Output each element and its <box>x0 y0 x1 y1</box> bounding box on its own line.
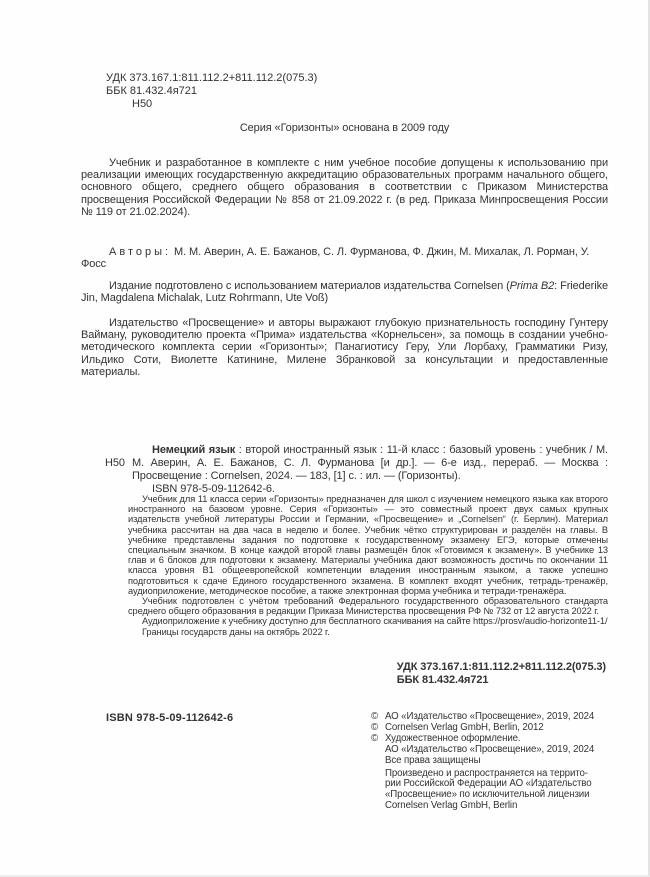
copyright-symbol <box>371 779 385 790</box>
bib-title: Немецкий язык <box>152 444 236 456</box>
authors-label: Авторы: <box>109 246 172 258</box>
classification-codes-bottom <box>397 661 606 687</box>
copyright-symbol <box>371 790 385 801</box>
approval-paragraph: Учебник и разработанное в комплекте с ним учебное пособие допущены к использованию при реализации имеющих государственную аккредитацию образовательных программ начального общего, основного общего, среднего общего образования в соответствии с Приказом Министерства просвещения Российской Федерации № 858 от 21.09.2022 г. (в ред. Приказа Минпросвещения России № 119 от 21.02.2024). <box>81 157 608 218</box>
classification-codes-top <box>106 72 317 111</box>
bib-author-sign: Н50 <box>105 457 125 469</box>
bbk-code: ББК 81.432.4я721 <box>106 85 198 97</box>
annotation-block <box>128 494 608 637</box>
edition-note-suffix: : Friederike Jin, Magdalena Michalak, Lutz Rohrmann, Ute Voß) <box>81 280 609 305</box>
copyright-symbol <box>371 745 385 756</box>
copyright-line <box>371 756 623 767</box>
copyright-text: Художественное оформление. <box>385 732 521 744</box>
bib-description <box>132 444 608 483</box>
copyright-text: Произведено и распространяется на террито- <box>385 767 588 779</box>
annotation-paragraph-4: Границы государств даны на октябрь 2022 г. <box>142 626 330 637</box>
copyright-text: Cornelsen Verlag GmbH, Berlin <box>385 800 518 812</box>
isbn-bottom: ISBN 978-5-09-112642-6 <box>106 712 234 724</box>
copyright-symbol: © <box>371 732 379 744</box>
copyright-symbol: © <box>371 711 379 722</box>
bibliographic-entry <box>105 444 608 496</box>
udk-code-bottom: УДК 373.167.1:811.112.2+811.112.2(075.3) <box>396 661 606 673</box>
copyright-text: Cornelsen Verlag GmbH, Berlin, 2012 <box>385 721 544 733</box>
copyright-symbol <box>371 769 385 780</box>
edition-note-prefix: Издание подготовлено с использованием материалов издательства Cornelsen ( <box>109 280 510 292</box>
series-note: Серия «Горизонты» основана в 2009 году <box>239 122 450 134</box>
bib-details: : второй иностранный язык : 11-й класс : базовый уровень : учебник / М. М. Аверин, А. Е. Бажанов, С. Л. Фурманова [и др.]. — 6-е изд., перераб. — Москва : Просвещение : Cornelsen, 2024. — 183, [1] с. : ил. — (Горизонты). <box>132 444 608 482</box>
annotation-paragraph-2: Учебник подготовлен с учётом требований Федерального государственного образовательного стандарта среднего общего образования в редакции Приказа Министерства просвещения РФ № 732 от 12 августа 2022 г. <box>128 596 608 617</box>
copyright-symbol <box>371 801 385 812</box>
copyright-symbol: © <box>371 721 379 733</box>
copyright-text: АО «Издательство «Просвещение», 2019, 2024 <box>385 743 595 755</box>
authors-names: М. М. Аверин, А. Е. Бажанов, С. Л. Фурманова, Ф. Джин, М. Михалак, Л. Рорман, У. Фосс <box>81 246 590 271</box>
bbk-code-bottom: ББК 81.432.4я721 <box>396 674 489 686</box>
author-sign-code: Н50 <box>132 98 153 110</box>
edition-note <box>81 280 608 304</box>
bib-isbn: ISBN 978-5-09-112642-6. <box>152 483 275 495</box>
copyright-symbol <box>371 756 385 767</box>
annotation-paragraph-1: Учебник для 11 класса серии «Горизонты» предназначен для школ с изучением немецкого языка как второго иностранного на базовом уровне. Серия «Горизонты» — это совместный проект двух самых крупных издательств учебной литературы России и Германии, «Просвещение» и „Cornelsen“ (г. Берлин). Материал учебника рассчитан на два часа в неделю и более. Учебник чётко структурирован и разделён на главы. В учебнике представлены задания по подготовке к государственному экзамену ЕГЭ, которые отмечены специальным значком. В конце каждой второй главы размещён блок «Готовимся к экзамену». В учебнике 13 глав и 6 блоков для подготовки к экзамену. Материалы учебника дают возможность достичь по окончании 11 класса уровня В1 общеевропейской компетенции владения иностранным языком, а также успешно подготовиться к сдаче Единого государственного экзамена. В комплект входят учебник, тетрадь-тренажёр, аудиоприложение, методическое пособие, а также электронная форма учебника и тетради-тренажёра. <box>128 494 608 596</box>
acknowledgement-paragraph: Издательство «Просвещение» и авторы выражают глубокую признательность господину Гунтеру Вайману, руководителю проекта «Прима» издательства «Корнельсен», за помощь в создании учебно-методического комплекта серии «Горизонты»; Панагиотису Геру, Ули Лорбаху, Грамматики Ризу, Ильдико Соти, Виолетте Катинине, Милене Збранковой за консультации и предоставленные материалы. <box>81 317 608 378</box>
authors-line <box>81 246 608 270</box>
edition-note-series-title: Prima B2 <box>509 280 555 292</box>
copyright-text: рии Российской Федерации АО «Издательство <box>385 778 592 790</box>
udk-code: УДК 373.167.1:811.112.2+811.112.2(075.3) <box>106 72 318 84</box>
copyright-line <box>371 801 623 812</box>
annotation-paragraph-3: Аудиоприложение к учебнику доступно для бесплатного скачивания на сайте https://prosv/audio-horizonte11-1/ <box>142 616 608 627</box>
copyright-text: Все права защищены <box>385 754 481 766</box>
copyright-text: «Просвещение» по исключительной лицензии <box>385 789 590 801</box>
copyright-line <box>371 745 623 756</box>
copyright-block <box>371 712 623 812</box>
copyright-text: АО «Издательство «Просвещение», 2019, 2024 <box>385 711 595 722</box>
